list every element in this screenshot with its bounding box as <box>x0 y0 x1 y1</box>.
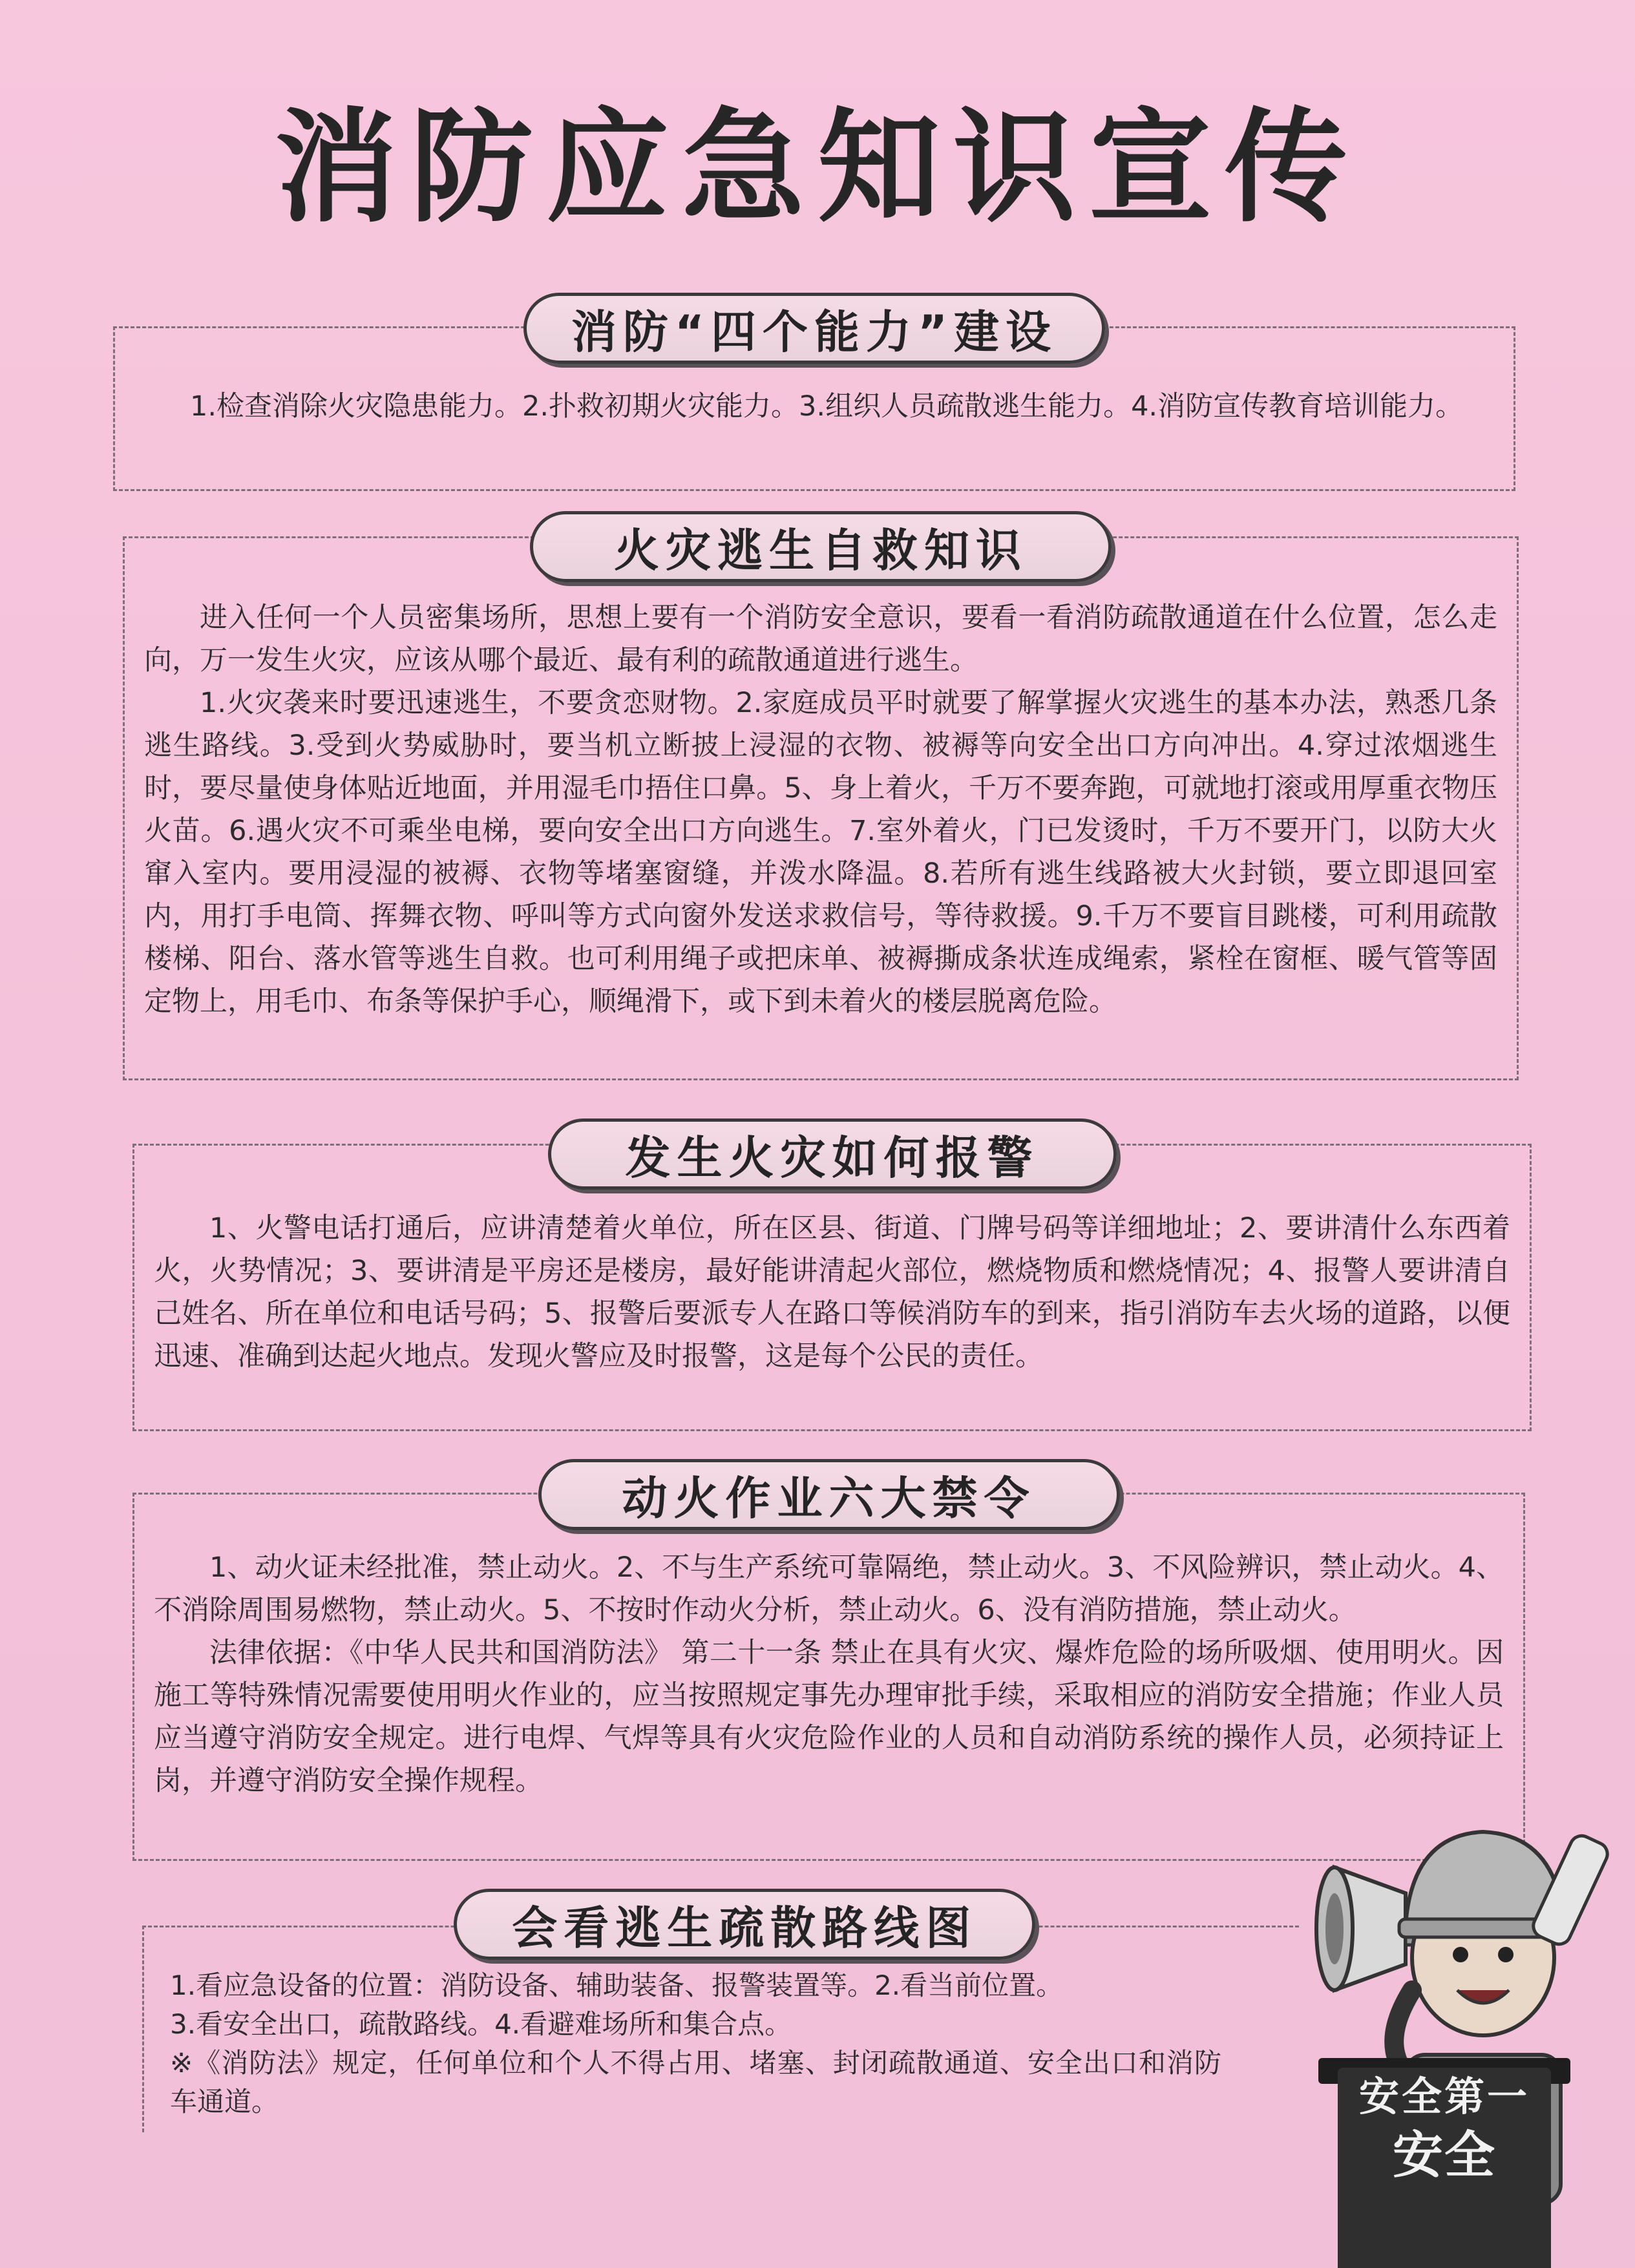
podium-sign-line2: 安全 <box>1392 2126 1496 2185</box>
section-heading: 消防“四个能力”建设 <box>523 293 1105 364</box>
paragraph: 1、动火证未经批准，禁止动火。2、不与生产系统可靠隔绝，禁止动火。3、不风险辨识，禁止动火。4、不消除周围易燃物，禁止动火。5、不按时作动火分析，禁止动火。6、没有消防措施，禁止动火。 <box>154 1551 1504 1626</box>
section-body <box>134 1207 1530 1378</box>
paragraph: 1.火灾袭来时要迅速逃生，不要贪恋财物。2.家庭成员平时就要了解掌握火灾逃生的基本办法，熟悉几条逃生路线。3.受到火势威胁时，要当机立断披上浸湿的衣物、被褥等向安全出口方向冲出。4.穿过浓烟逃生时，要尽量使身体贴近地面，并用湿毛巾捂住口鼻。5、身上着火，千万不要奔跑，可就地打滚或用厚重衣物压火苗。6.遇火灾不可乘坐电梯，要向安全出口方向逃生。7.室外着火，门已发烫时，千万不要开门，以防大火窜入室内。要用浸湿的被褥、衣物等堵塞窗缝，并泼水降温。8.若所有逃生线路被大火封锁，要立即退回室内，用打手电筒、挥舞衣物、呼叫等方式向窗外发送求救信号，等待救援。9.千万不要盲目跳楼，可利用疏散楼梯、阳台、落水管等逃生自救。也可利用绳子或把床单、被褥撕成条状连成绳索，紧栓在窗框、暖气管等固定物上，用毛巾、布条等保护手心，顺绳滑下，或下到未着火的楼层脱离危险。 <box>144 687 1497 1018</box>
paragraph: 法律依据：《中华人民共和国消防法》 第二十一条 禁止在具有火灾、爆炸危险的场所吸烟、使用明火。因施工等特殊情况需要使用明火作业的，应当按照规定事先办理审批手续，采取相应的消防安全措施；作业人员应当遵守消防安全规定。进行电焊、气焊等具有火灾危险作业的人员和自动消防系统的操作人员，必须持证上岗，并遵守消防安全操作规程。 <box>154 1637 1504 1797</box>
section-escape-knowledge <box>123 523 1519 1080</box>
section-body <box>144 1966 1247 2121</box>
section-heading: 动火作业六大禁令 <box>538 1459 1120 1530</box>
podium-sign-line1: 安全第一 <box>1358 2073 1530 2120</box>
page-title: 消防应急知识宣传 <box>274 96 1360 239</box>
section-evacuation-map <box>142 1901 1299 2132</box>
paragraph: 1.检查消除火灾隐患能力。2.扑救初期火灾能力。3.组织人员疏散逃生能力。4.消防宣传教育培训能力。 <box>190 390 1464 423</box>
section-heading: 发生火灾如何报警 <box>548 1118 1117 1190</box>
section-body <box>125 596 1517 1023</box>
section-body <box>134 1546 1523 1802</box>
section-heading: 会看逃生疏散路线图 <box>454 1889 1035 1960</box>
section-body <box>115 385 1514 428</box>
paragraph: 1、火警电话打通后，应讲清楚着火单位，所在区县、街道、门牌号码等详细地址；2、要讲清什么东西着火，火势情况；3、要讲清是平房还是楼房，最好能讲清起火部位，燃烧物质和燃烧情况；4、报警人要讲清自己姓名、所在单位和电话号码；5、报警后要派专人在路口等候消防车的到来，指引消防车去火场的道路，以便迅速、准确到达起火地点。发现火警应及时报警，这是每个公民的责任。 <box>154 1212 1510 1372</box>
section-fire-alarm <box>132 1131 1532 1431</box>
paragraph: ※《消防法》规定，任何单位和个人不得占用、堵塞、封闭疏散通道、安全出口和消防车通道。 <box>170 2047 1221 2117</box>
section-four-abilities <box>113 305 1515 491</box>
section-heading: 火灾逃生自救知识 <box>530 511 1112 582</box>
paragraph: 进入任何一个人员密集场所，思想上要有一个消防安全意识，要看一看消防疏散通道在什么位置，怎么走向，万一发生火灾，应该从哪个最近、最有利的疏散通道进行逃生。 <box>144 602 1497 677</box>
paragraph: 1.看应急设备的位置：消防设备、辅助装备、报警装置等。2.看当前位置。 <box>170 1969 1064 2001</box>
paragraph: 3.看安全出口，疏散路线。4.看避难场所和集合点。 <box>170 2008 792 2040</box>
